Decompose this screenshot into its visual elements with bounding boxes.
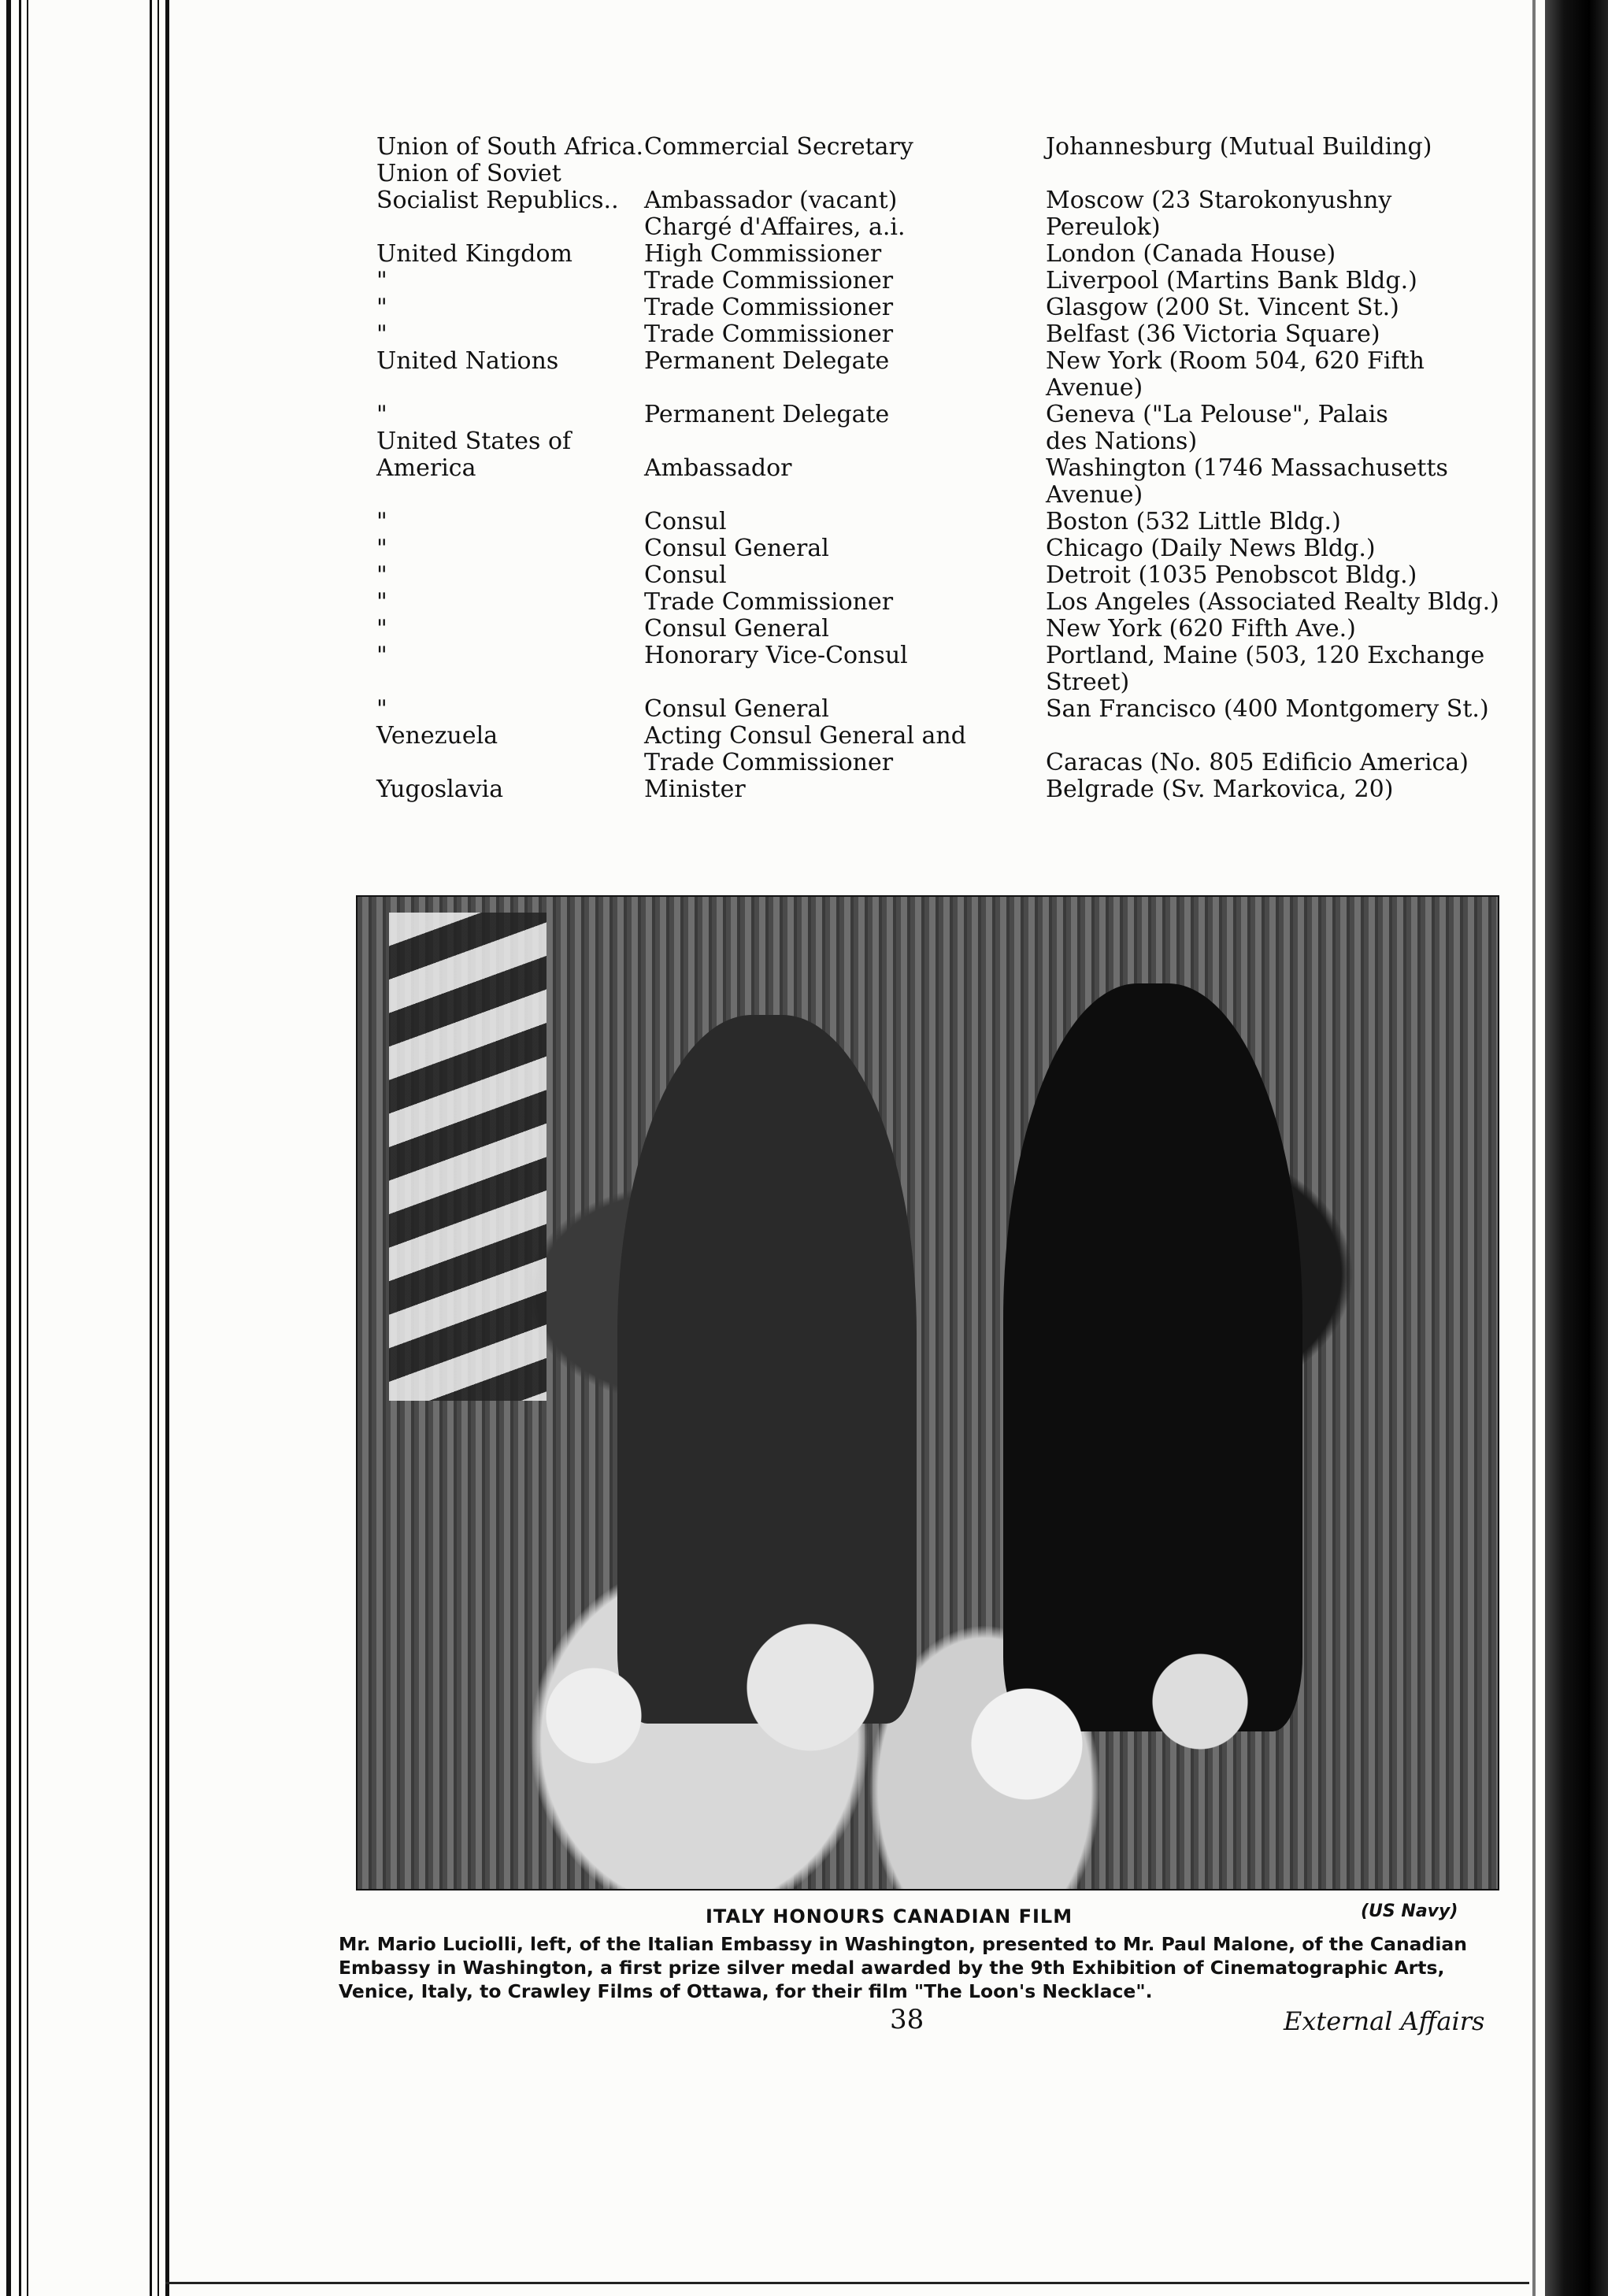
directory-location: Belfast (36 Victoria Square)	[1046, 320, 1380, 348]
directory-country: America	[376, 454, 476, 482]
directory-title: Permanent Delegate	[644, 347, 890, 375]
flag	[389, 913, 546, 1401]
directory-location: Avenue)	[1046, 374, 1143, 402]
scan-binding-edge	[0, 0, 181, 2296]
directory-country: "	[376, 320, 387, 348]
directory-row	[376, 348, 1518, 375]
directory-location: Belgrade (Sv. Markovica, 20)	[1046, 776, 1394, 803]
directory-country: United Kingdom	[376, 240, 572, 268]
directory-location: Washington (1746 Massachusetts	[1046, 454, 1448, 482]
directory-country: "	[376, 695, 387, 723]
directory-title: Honorary Vice-Consul	[644, 642, 908, 669]
photograph	[356, 895, 1499, 1890]
directory-location: London (Canada House)	[1046, 240, 1336, 268]
scan-right-line	[1532, 0, 1536, 2296]
directory-country: "	[376, 401, 387, 428]
directory-row	[376, 482, 1518, 509]
directory-title: Consul General	[644, 695, 829, 723]
directory-row	[376, 187, 1518, 214]
photo-credit: (US Navy)	[1361, 1902, 1458, 1921]
directory-location: Street)	[1046, 668, 1130, 696]
directory-title: Ambassador	[644, 454, 792, 482]
directory-location: Portland, Maine (503, 120 Exchange	[1046, 642, 1485, 669]
directory-title: Consul	[644, 561, 727, 589]
directory-location: Boston (532 Little Bldg.)	[1046, 508, 1341, 535]
missions-directory	[376, 134, 1518, 803]
directory-title: Ambassador (vacant)	[644, 187, 898, 214]
directory-country: United Nations	[376, 347, 559, 375]
directory-location: Moscow (23 Starokonyushny	[1046, 187, 1392, 214]
photo-caption: Mr. Mario Luciolli, left, of the Italian Embassy in Washington, presented to Mr. Paul Malone, of the Canadian Embassy in Washington, a first prize silver medal awarded by the 9th Exhibition of Cinematographic Arts, Venice, Italy, to Crawley Films of Ottawa, for their film "The Loon's Necklace".	[339, 1933, 1468, 2002]
directory-row	[376, 428, 1518, 455]
directory-location: Pereulok)	[1046, 213, 1161, 241]
directory-title: Consul	[644, 508, 727, 535]
directory-row	[376, 294, 1518, 321]
directory-location: Chicago (Daily News Bldg.)	[1046, 535, 1376, 562]
directory-row	[376, 161, 1518, 187]
directory-location: New York (Room 504, 620 Fifth	[1046, 347, 1425, 375]
directory-row	[376, 723, 1518, 750]
directory-title: Trade Commissioner	[644, 749, 894, 776]
directory-location: Caracas (No. 805 Edificio America)	[1046, 749, 1469, 776]
directory-country: "	[376, 267, 387, 294]
directory-row	[376, 643, 1518, 669]
directory-location: Geneva ("La Pelouse", Palais	[1046, 401, 1388, 428]
directory-row	[376, 696, 1518, 723]
directory-location: Los Angeles (Associated Realty Bldg.)	[1046, 588, 1499, 616]
directory-country: Yugoslavia	[376, 776, 504, 803]
directory-row	[376, 616, 1518, 643]
scan-right-edge	[1545, 0, 1608, 2296]
directory-row	[376, 268, 1518, 294]
directory-row	[376, 455, 1518, 482]
directory-title: Acting Consul General and	[644, 722, 966, 750]
flowers	[421, 1574, 1287, 1857]
directory-country: Union of South Africa.	[376, 133, 644, 161]
directory-country: "	[376, 561, 387, 589]
directory-title: Trade Commissioner	[644, 588, 894, 616]
directory-location: Detroit (1035 Penobscot Bldg.)	[1046, 561, 1417, 589]
directory-title: Trade Commissioner	[644, 294, 894, 321]
directory-row	[376, 589, 1518, 616]
directory-title: Trade Commissioner	[644, 267, 894, 294]
directory-title: Commercial Secretary	[644, 133, 913, 161]
directory-location: des Nations)	[1046, 428, 1198, 455]
publication-name: External Affairs	[1284, 2006, 1485, 2036]
directory-country: "	[376, 615, 387, 643]
directory-location: Glasgow (200 St. Vincent St.)	[1046, 294, 1399, 321]
directory-country: Socialist Republics..	[376, 187, 619, 214]
directory-row	[376, 402, 1518, 428]
directory-country: "	[376, 535, 387, 562]
directory-title: Consul General	[644, 535, 829, 562]
directory-title: Minister	[644, 776, 746, 803]
directory-row	[376, 321, 1518, 348]
directory-location: Avenue)	[1046, 481, 1143, 509]
directory-row	[376, 669, 1518, 696]
directory-title: Consul General	[644, 615, 829, 643]
directory-row	[376, 776, 1518, 803]
directory-country: Venezuela	[376, 722, 498, 750]
directory-row	[376, 134, 1518, 161]
directory-country: "	[376, 642, 387, 669]
directory-row	[376, 509, 1518, 535]
directory-row	[376, 241, 1518, 268]
page-number: 38	[890, 2004, 924, 2035]
directory-location: Johannesburg (Mutual Building)	[1046, 133, 1432, 161]
directory-title: Trade Commissioner	[644, 320, 894, 348]
directory-location: Liverpool (Martins Bank Bldg.)	[1046, 267, 1417, 294]
directory-title: Permanent Delegate	[644, 401, 890, 428]
directory-country: "	[376, 588, 387, 616]
directory-row	[376, 562, 1518, 589]
directory-country: "	[376, 294, 387, 321]
directory-country: Union of Soviet	[376, 160, 561, 187]
directory-title: Chargé d'Affaires, a.i.	[644, 213, 906, 241]
directory-row	[376, 535, 1518, 562]
directory-row	[376, 375, 1518, 402]
directory-location: San Francisco (400 Montgomery St.)	[1046, 695, 1489, 723]
directory-row	[376, 214, 1518, 241]
directory-location: New York (620 Fifth Ave.)	[1046, 615, 1356, 643]
scan-bottom-line	[165, 2282, 1529, 2284]
directory-country: United States of	[376, 428, 572, 455]
directory-country: "	[376, 508, 387, 535]
directory-row	[376, 750, 1518, 776]
directory-title: High Commissioner	[644, 240, 882, 268]
photo-title: ITALY HONOURS CANADIAN FILM	[706, 1905, 1073, 1928]
